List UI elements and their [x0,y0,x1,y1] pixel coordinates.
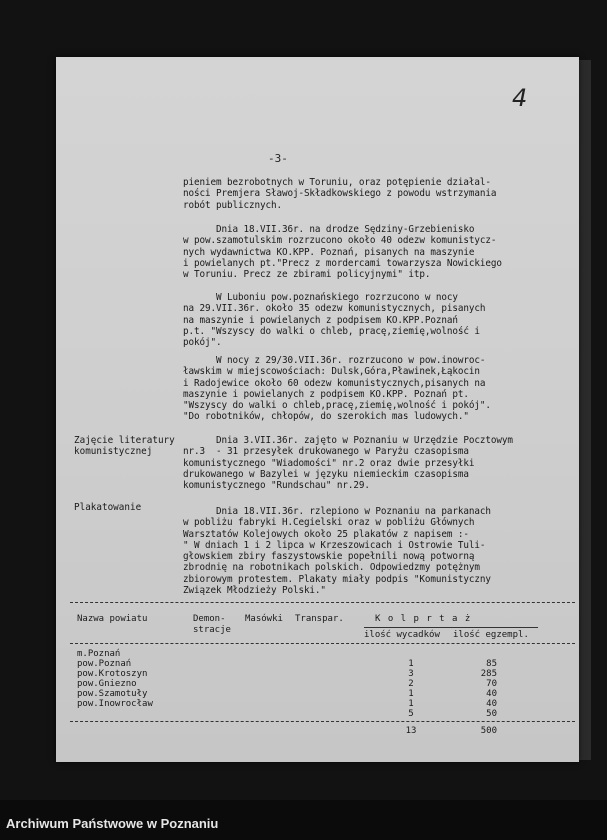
row-copies: 70 [486,679,497,689]
paragraph-3: W Luboniu pow.poznańskiego rozrzucono w nocy na 29.VII.36r. około 35 odezw komunistycznych, pisanych na maszynie i powielanych z podpisem KO.KPP.Poznań p.t. "Wszyscy do walki o chleb, pracę,ziemię,wolność i pokój". [183,292,486,349]
paragraph-1: pieniem bezrobotnych w Toruniu, oraz potępienie działal- ności Premjera Sławoj-Składkowskiego z powodu wstrzymania robót publicznych. [183,177,497,211]
table-row [77,679,497,689]
archive-name: Archiwum Państwowe w Poznaniu [6,816,219,831]
side-heading-posting: Plakatowanie [74,502,142,513]
row-district: m.Poznań [77,649,121,659]
header-banners: Transpar. [295,614,344,624]
row-notices: 5 [408,709,414,719]
row-copies: 40 [486,699,497,709]
total-copies: 500 [480,726,497,736]
total-notices: 13 [405,726,417,736]
row-copies: 50 [486,709,497,719]
header-demonstrations: Demon- stracje [193,614,231,635]
table-row [77,669,497,679]
header-count-copies: ilość egzempl. [453,630,529,640]
row-copies: 40 [486,689,497,699]
table-row [77,689,497,699]
side-heading-literature: Zajęcie literatury komunistycznej [74,435,175,457]
table-row [77,659,497,669]
row-district: pow.Poznań [77,659,132,669]
row-notices: 2 [408,679,414,689]
handwritten-page-number: 4 [512,84,528,112]
header-district: Nazwa powiatu [77,614,148,624]
header-mass-meetings: Masówki [245,614,283,624]
row-notices: 1 [408,699,414,709]
row-notices: 3 [408,669,414,679]
paragraph-5: Dnia 3.VII.36r. zajęto w Poznaniu w Urzędzie Pocztowym nr.3 - 31 przesyłek drukowanego w Paryżu czasopisma komunistycznego "Wiadomości" nr.2 oraz dwie przesyłki drukowanego w Bazylei w języku niemieckim czasopisma komunistycznego "Rundschau" nr.29. [183,435,513,492]
table-row [77,709,497,719]
page-edge-shadow [579,60,591,760]
header-count-notices: ilość wycadków [364,630,440,640]
row-notices: 1 [408,689,414,699]
row-district: pow.Krotoszyn [77,669,148,679]
row-district: pow.Szamotuły [77,689,148,699]
kolportaz-rule [364,627,538,628]
header-kolportaz: K o l p r t a ż [375,614,472,624]
row-notices: 1 [408,659,414,669]
table-totals-row [77,726,497,736]
paragraph-4: W nocy z 29/30.VII.36r. rozrzucono w pow.inowroc- ławskim w miejscowościach: Dulsk,Góra,Pławinek,Łąkocin i Radojewice około 60 odezw komunistycznych,pisanych na maszynie i powielanych z podpisem KO.KPP. Poznań pt. "Wszyscy do walki o chleb,pracę,ziemię,wolność i pokój". "Do robotników, chłopów, do szerokich mas ludowych." [183,355,491,423]
row-copies: 85 [486,659,497,669]
row-district: pow.Inowrocław [77,699,153,709]
table-row [77,649,497,659]
paragraph-6: Dnia 18.VII.36r. rzlepiono w Poznaniu na parkanach w pobliżu fabryki H.Cegielski oraz w pobliżu Głównych Warsztatów Kolejowych około 25 plakatów z napisem :- " W dniach 1 i 2 lipca w Krzeszowicach i Ostrowie Tuli- głowskiem zbiry faszystowskie popełnili nową potworną zbrodnię na robotnikach polskich. Odpowiedzmy potężnym zbiorowym protestem. Plakaty miały podpis "Komunistyczny Związek Młodzieży Polski." [183,506,491,597]
paragraph-2: Dnia 18.VII.36r. na drodze Sędziny-Grzebienisko w pow.szamotulskim rozrzucono około 40 odezw komunistycz- nych wydawnictwa KO.KPP. Poznań, pisanych na maszynie i powielanych pt."Precz z mordercami towarzysza Nowickiego w Toruniu. Precz ze zbirami policyjnymi" itp. [183,224,502,281]
table-top-rule [70,602,575,603]
table-row [77,699,497,709]
page-header: -3- [268,152,288,165]
row-copies: 285 [480,669,497,679]
table-header-rule [70,643,575,644]
row-district: pow.Gniezno [77,679,137,689]
table-totals-rule [70,721,575,722]
